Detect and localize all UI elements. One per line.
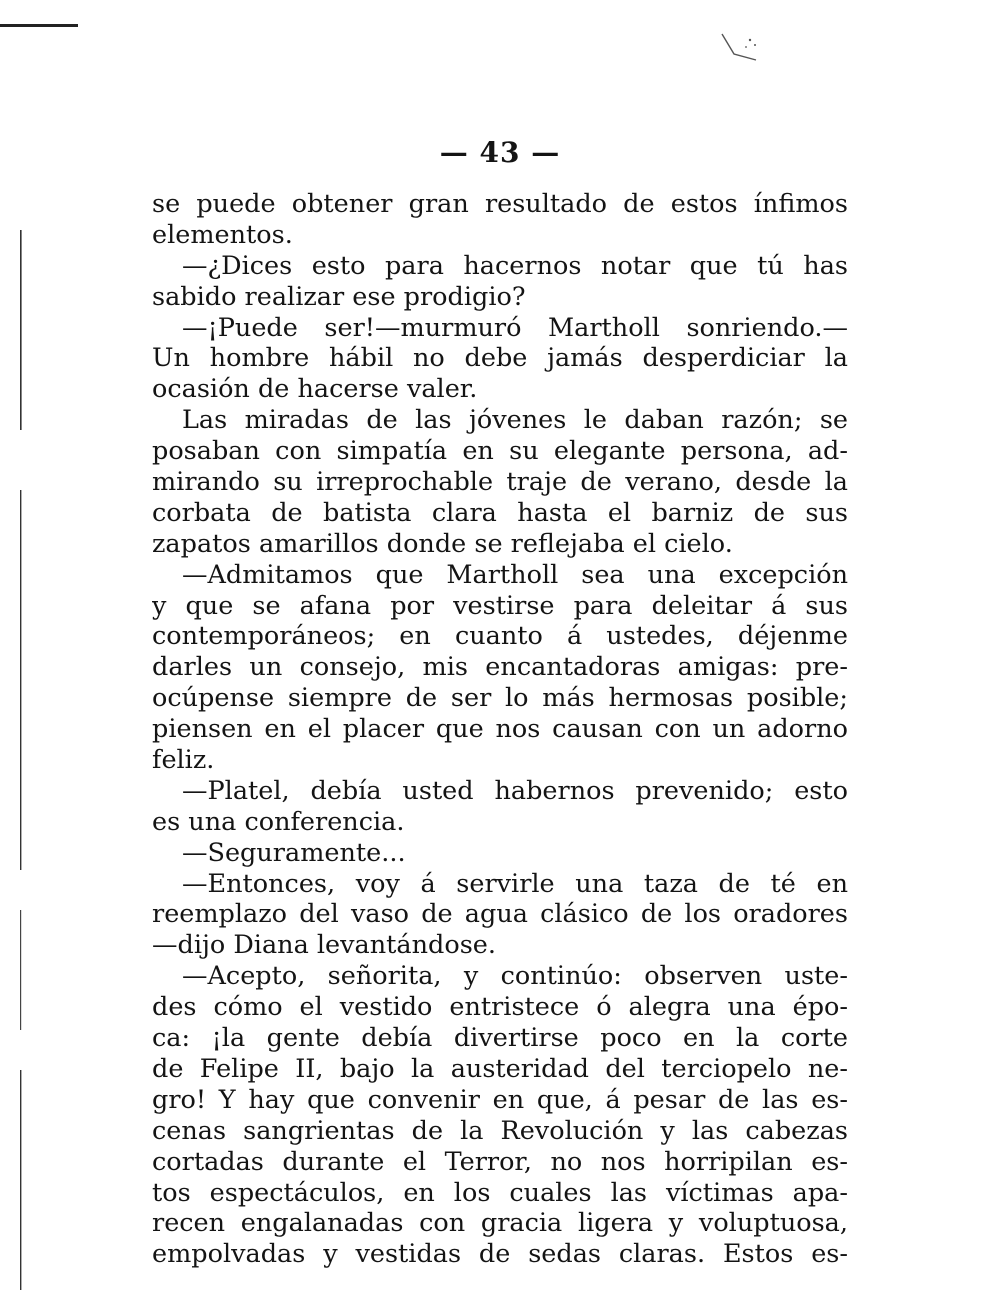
text-line: ca: ¡la gente debía divertirse poco en la corte [152, 1023, 848, 1054]
text-line: contemporáneos; en cuanto á ustedes, déjenme [152, 621, 848, 652]
text-line: piensen en el placer que nos causan con un adorno [152, 714, 848, 745]
text-line: es una conferencia. [152, 806, 405, 837]
text-line: ocúpense siempre de ser lo más hermosas posible; [152, 683, 848, 714]
text-line: feliz. [152, 745, 215, 776]
text-line: tos espectáculos, en los cuales las víctimas apa- [152, 1177, 848, 1208]
binding-edge-shadow [18, 230, 24, 1290]
text-line: ocasión de hacerse valer. [152, 374, 478, 405]
text-line: des cómo el vestido entristece ó alegra una épo- [152, 992, 848, 1023]
text-line: se puede obtener gran resultado de estos ínfimos [152, 189, 848, 219]
text-line: elementos. [152, 219, 293, 250]
text-line: zapatos amarillos donde se reflejaba el cielo. [152, 528, 733, 559]
text-line: y que se afana por vestirse para deleitar á sus [152, 590, 848, 621]
text-line: —¿Dices esto para hacernos notar que tú has [182, 250, 848, 281]
text-line: —Platel, debía usted habernos prevenido; esto [182, 775, 848, 806]
body-text [152, 189, 848, 1270]
text-line: reemplazo del vaso de agua clásico de los oradores [152, 899, 848, 930]
text-line: Un hombre hábil no debe jamás desperdiciar la [152, 343, 848, 374]
text-line: —Admitamos que Martholl sea una excepción [182, 559, 848, 590]
page-number: — 43 — [439, 136, 561, 169]
text-line: cenas sangrientas de la Revolución y las cabezas [152, 1115, 848, 1146]
text-line: de Felipe II, bajo la austeridad del terciopelo ne- [152, 1053, 848, 1084]
text-line: gro! Y hay que convenir en que, á pesar de las es- [152, 1084, 848, 1115]
text-line: corbata de batista clara hasta el barniz de sus [152, 497, 848, 528]
text-line: mirando su irreprochable traje de verano, desde la [152, 467, 848, 498]
text-line: —Entonces, voy á servirle una taza de té en [182, 868, 848, 899]
text-line: cortadas durante el Terror, no nos horripilan es- [152, 1146, 848, 1177]
text-line: Las miradas de las jóvenes le daban razón; se [182, 405, 848, 436]
text-line: recen engalanadas con gracia ligera y voluptuosa, [152, 1208, 848, 1239]
text-line: —Acepto, señorita, y continúo: observen uste- [182, 961, 848, 992]
text-line: —Seguramente... [182, 837, 406, 868]
text-line: posaban con simpatía en su elegante persona, ad- [152, 436, 848, 467]
text-line: empolvadas y vestidas de sedas claras. Estos es- [152, 1239, 848, 1270]
text-line: —dijo Diana levantándose. [152, 930, 496, 961]
scan-artifact-corner-mark [720, 30, 764, 64]
text-line: sabido realizar ese prodigio? [152, 281, 526, 312]
text-line: darles un consejo, mis encantadoras amigas: pre- [152, 652, 848, 683]
text-line: —¡Puede ser!—murmuró Martholl sonriendo.— [182, 312, 848, 343]
scan-artifact-top-left [0, 24, 78, 27]
